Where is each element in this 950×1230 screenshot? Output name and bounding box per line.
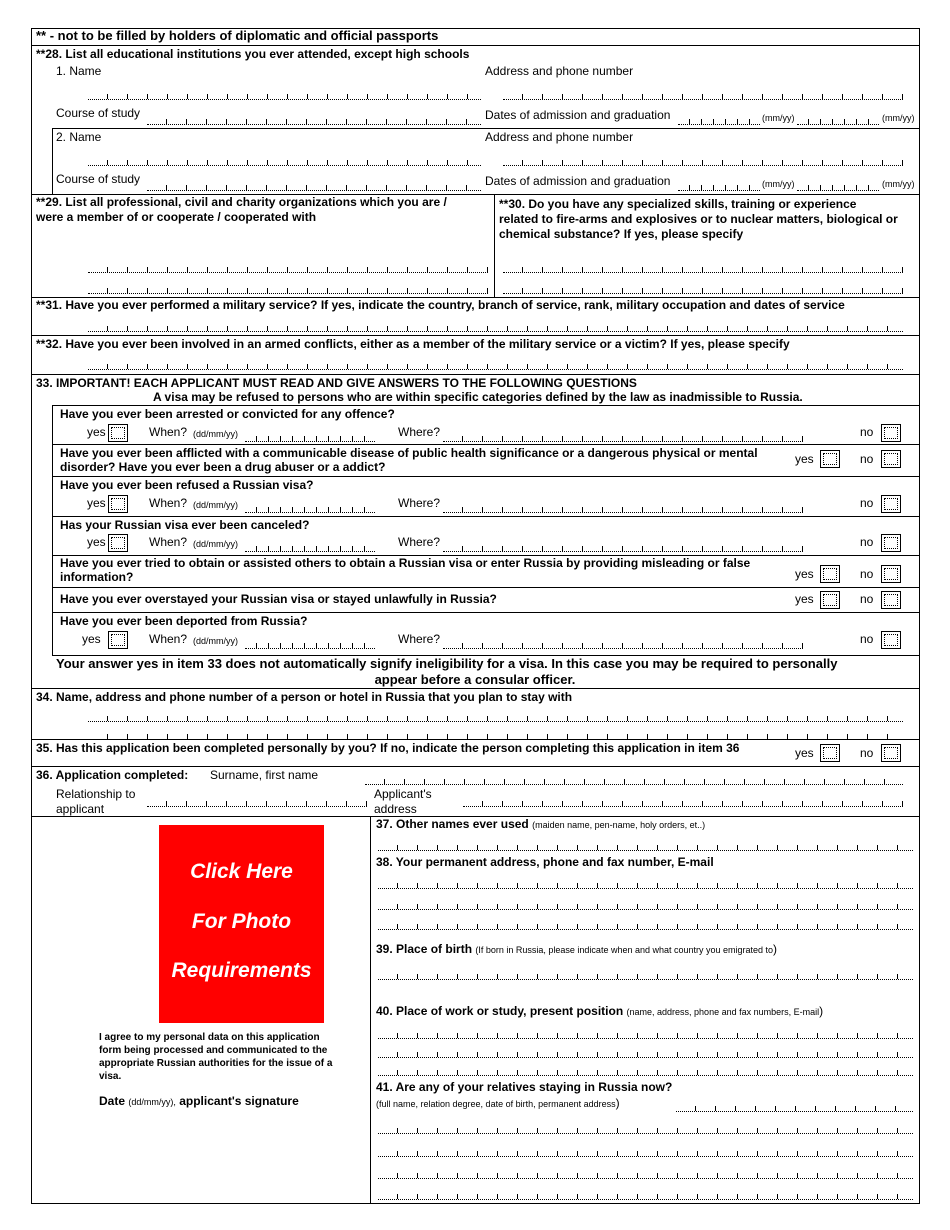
q37-field[interactable] (378, 841, 913, 851)
q33-1-when-format: (dd/mm/yy) (193, 429, 238, 439)
q33-1-no-label: no (860, 425, 874, 439)
q35-yes-checkbox[interactable] (820, 744, 840, 762)
q41-hint: (full name, relation degree, date of birth, permanent address (376, 1099, 616, 1109)
q33-6-no-label: no (860, 592, 874, 606)
q34-title: 34. Name, address and phone number of a person or hotel in Russia that you plan to stay with (36, 690, 573, 704)
q33-5-no-label: no (860, 567, 874, 581)
q38-title: 38. Your permanent address, phone and fax number, E-mail (376, 855, 714, 869)
q33-7-yes-label: yes (82, 632, 101, 646)
q33-1-when-label: When? (149, 425, 188, 439)
q28-address2-field[interactable] (503, 156, 903, 166)
q33-7-text: Have you ever been deported from Russia? (60, 614, 308, 628)
q38-field-3[interactable] (378, 920, 913, 930)
q36-title: 36. Application completed: (36, 768, 189, 782)
header-note: ** - not to be filled by holders of diplomatic and official passports (36, 28, 439, 43)
q33-2-yes-checkbox[interactable] (820, 450, 840, 468)
q28-mmyy-b: (mm/yy) (882, 113, 915, 123)
q40-title: 40. Place of work or study, present position (376, 1004, 624, 1018)
q37-hint: (maiden name, pen-name, holy orders, et..) (532, 820, 706, 830)
consent-line1: I agree to my personal data on this application (99, 1032, 320, 1043)
q36-address-label-a: Applicant's (374, 787, 432, 801)
q41-hint-close: ) (615, 1096, 620, 1110)
q33-6-text: Have you ever overstayed your Russian visa or stayed unlawfully in Russia? (60, 592, 497, 606)
q35-title: 35. Has this application been completed personally by you? If no, indicate the person completing this application in item 36 (36, 741, 740, 755)
q41-hint-wrap (376, 1096, 620, 1111)
q28-dates2-label: Dates of admission and graduation (485, 174, 671, 188)
q34-field-1[interactable] (88, 712, 903, 722)
date-format: (dd/mm/yy), (128, 1097, 176, 1107)
q32-field[interactable] (88, 360, 903, 370)
q35-no-checkbox[interactable] (881, 744, 901, 762)
q30-title-a: **30. Do you have any specialized skills, training or experience (499, 197, 857, 211)
q33-1-when-field[interactable] (245, 432, 375, 442)
q39-hint: (If born in Russia, please indicate when and what country you emigrated to (475, 945, 774, 955)
q37-title: 37. Other names ever used (376, 817, 529, 831)
date-label-word: Date (99, 1094, 126, 1108)
q36-surname-field[interactable] (365, 775, 903, 785)
q36-relationship-label-b: applicant (56, 802, 105, 816)
consent-line4: visa. (99, 1071, 122, 1082)
q33-1-where-label: Where? (398, 425, 441, 439)
q28-admission2-field[interactable] (678, 181, 760, 191)
q28-graduation1-field[interactable] (797, 115, 879, 125)
q40-label (376, 1004, 823, 1019)
q28-name2-label: 2. Name (56, 130, 102, 144)
q33-3-yes-checkbox[interactable] (108, 495, 128, 513)
q33-3-no-label: no (860, 496, 874, 510)
q28-mmyy-d: (mm/yy) (882, 179, 915, 189)
q28-name1-label: 1. Name (56, 64, 102, 78)
q33-5-yes-label: yes (795, 567, 814, 581)
q33-3-when-label: When? (149, 496, 188, 510)
q31-field[interactable] (88, 322, 903, 332)
q33-2-no-label: no (860, 452, 874, 466)
q33-1-yes-checkbox[interactable] (108, 424, 128, 442)
q33-notice-b: appear before a consular officer. (374, 672, 576, 687)
q33-7-when-label: When? (149, 632, 188, 646)
q33-6-yes-checkbox[interactable] (820, 591, 840, 609)
q30-title-b: related to fire-arms and explosives or to nuclear matters, biological or (499, 212, 898, 226)
q33-4-yes-checkbox[interactable] (108, 534, 128, 552)
q33-notice-a: Your answer yes in item 33 does not automatically signify ineligibility for a visa. In this case you may be required to personally (56, 656, 838, 671)
q28-address-label: Address and phone number (485, 64, 634, 78)
q33-1-yes-label: yes (87, 425, 106, 439)
q28-course1-label: Course of study (56, 106, 141, 120)
q39-hint-close: ) (773, 942, 778, 956)
q33-4-where-field[interactable] (443, 542, 803, 552)
q40-field-3[interactable] (378, 1066, 913, 1076)
photo-button-line2: For Photo (191, 910, 292, 933)
q39-title: 39. Place of birth (376, 942, 473, 956)
photo-button-line3: Requirements (171, 959, 312, 982)
q28-name1-field[interactable] (88, 90, 481, 100)
q28-address2-label: Address and phone number (485, 130, 634, 144)
q41-field-3[interactable] (378, 1147, 913, 1157)
consent-line2: form being processed and communicated to the (99, 1045, 328, 1056)
q33-2-yes-label: yes (795, 452, 814, 466)
q33-5-yes-checkbox[interactable] (820, 565, 840, 583)
q33-3-yes-label: yes (87, 496, 106, 510)
q31-title: **31. Have you ever performed a military service? If yes, indicate the country, branch of service, rank, military occupation and dates of service (36, 298, 845, 312)
q33-5-text-a: Have you ever tried to obtain or assisted others to obtain a Russian visa or enter Russia by providing misleading or false (60, 556, 751, 570)
q33-5-text-b: information? (60, 570, 134, 584)
q33-3-when-format: (dd/mm/yy) (193, 500, 238, 510)
q33-7-no-label: no (860, 632, 874, 646)
q28-course2-field[interactable] (147, 181, 481, 191)
q33-3-where-field[interactable] (443, 503, 803, 513)
q38-field-2[interactable] (378, 900, 913, 910)
q28-dates1-label: Dates of admission and graduation (485, 108, 671, 122)
q33-7-where-label: Where? (398, 632, 441, 646)
q40-field-2[interactable] (378, 1048, 913, 1058)
q32-title: **32. Have you ever been involved in an armed conflicts, either as a member of the military service or a victim? If yes, please specify (36, 337, 790, 351)
q28-admission1-field[interactable] (678, 115, 760, 125)
q33-7-where-field[interactable] (443, 639, 803, 649)
q33-5-no-checkbox[interactable] (881, 565, 901, 583)
q33-3-where-label: Where? (398, 496, 441, 510)
photo-button-line1: Click Here (190, 860, 293, 883)
q28-course2-label: Course of study (56, 172, 141, 186)
q36-relationship-label-a: Relationship to (56, 787, 136, 801)
q33-4-yes-label: yes (87, 535, 106, 549)
q33-subtitle: A visa may be refused to persons who are within specific categories defined by the law as inadmissible to Russia. (153, 390, 803, 404)
q33-2-no-checkbox[interactable] (881, 450, 901, 468)
q33-7-when-field[interactable] (245, 639, 375, 649)
q33-1-text: Have you ever been arrested or convicted for any offence? (60, 407, 395, 421)
q29-field-1[interactable] (88, 263, 488, 273)
q29-title-b: were a member of or cooperate / cooperated with (36, 210, 317, 224)
q33-4-when-label: When? (149, 535, 188, 549)
signature-label: applicant's signature (179, 1094, 299, 1108)
q30-title-c: chemical substance? If yes, please specify (499, 227, 744, 241)
q30-field-1[interactable] (503, 263, 903, 273)
q36-address-field[interactable] (463, 797, 903, 807)
q33-1-no-checkbox[interactable] (881, 424, 901, 442)
q39-field[interactable] (378, 970, 913, 980)
q41-field-4[interactable] (378, 1169, 913, 1179)
q29-title-a: **29. List all professional, civil and charity organizations which you are / (36, 195, 447, 209)
q36-surname-label: Surname, first name (210, 768, 319, 782)
q41-field-5[interactable] (378, 1190, 913, 1200)
q33-7-no-checkbox[interactable] (881, 631, 901, 649)
q28-graduation2-field[interactable] (797, 181, 879, 191)
q33-3-when-field[interactable] (245, 503, 375, 513)
q33-1-where-field[interactable] (443, 432, 803, 442)
q33-7-when-format: (dd/mm/yy) (193, 636, 238, 646)
q28-address1-field[interactable] (503, 90, 903, 100)
q35-no-label: no (860, 746, 874, 760)
q40-hint-close: ) (819, 1004, 824, 1018)
q36-address-label-b: address (374, 802, 417, 816)
q28-title: **28. List all educational institutions you ever attended, except high schools (36, 47, 470, 61)
q41-title: 41. Are any of your relatives staying in Russia now? (376, 1080, 673, 1094)
q33-2-text-a: Have you ever been afflicted with a communicable disease of public health significance or a dangerous physical or mental (60, 446, 758, 460)
q30-field-2[interactable] (503, 284, 903, 294)
q33-title: 33. IMPORTANT! EACH APPLICANT MUST READ AND GIVE ANSWERS TO THE FOLLOWING QUESTIONS (36, 376, 637, 390)
photo-requirements-button[interactable] (159, 825, 324, 1023)
q38-field-1[interactable] (378, 879, 913, 889)
q28-mmyy-c: (mm/yy) (762, 179, 795, 189)
q33-4-where-label: Where? (398, 535, 441, 549)
q28-course1-field[interactable] (147, 115, 481, 125)
q41-field-1[interactable] (676, 1102, 913, 1112)
q33-4-when-format: (dd/mm/yy) (193, 539, 238, 549)
q28-name2-field[interactable] (88, 156, 481, 166)
q33-2-text-b: disorder? Have you ever been a drug abuser or a addict? (60, 460, 386, 474)
q33-7-yes-checkbox[interactable] (108, 631, 128, 649)
consent-line3: appropriate Russian authorities for the issue of a (99, 1058, 333, 1069)
q29-field-2[interactable] (88, 284, 488, 294)
q36-relationship-field[interactable] (147, 797, 367, 807)
q33-4-no-checkbox[interactable] (881, 534, 901, 552)
q35-yes-label: yes (795, 746, 814, 760)
q33-4-when-field[interactable] (245, 542, 375, 552)
q41-field-2[interactable] (378, 1124, 913, 1134)
q39-label (376, 942, 777, 957)
q33-4-no-label: no (860, 535, 874, 549)
q40-field-1[interactable] (378, 1029, 913, 1039)
date-label (99, 1094, 299, 1109)
q33-3-text: Have you ever been refused a Russian visa? (60, 478, 314, 492)
q28-mmyy-a: (mm/yy) (762, 113, 795, 123)
q33-4-text: Has your Russian visa ever been canceled? (60, 518, 310, 532)
q33-3-no-checkbox[interactable] (881, 495, 901, 513)
q33-6-yes-label: yes (795, 592, 814, 606)
q33-6-no-checkbox[interactable] (881, 591, 901, 609)
q40-hint: (name, address, phone and fax numbers, E-mail (626, 1007, 820, 1017)
q37-label (376, 817, 705, 832)
